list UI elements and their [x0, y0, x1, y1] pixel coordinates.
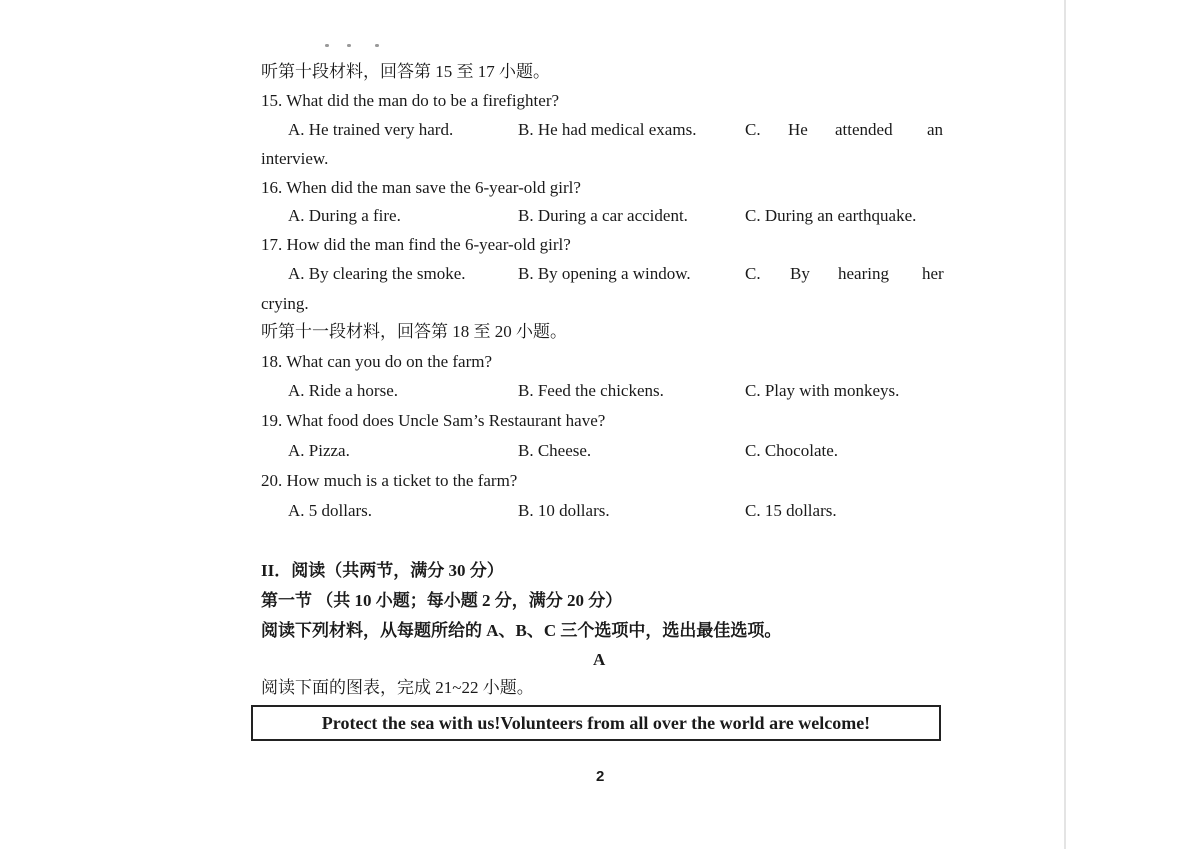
q17-stem: 17. How did the man find the 6-year-old girl?: [261, 235, 571, 254]
q17-option-a: A. By clearing the smoke.: [288, 264, 466, 283]
q17-option-c-label: C.: [745, 264, 761, 283]
q18-option-c: C. Play with monkeys.: [745, 381, 900, 400]
q15-option-c-word1: He: [788, 120, 808, 139]
section11-header: 听第十一段材料，回答第 18 至 20 小题。: [261, 322, 567, 341]
q15-option-c-continuation: interview.: [261, 149, 329, 168]
page-number: 2: [596, 768, 605, 785]
q15-option-b: B. He had medical exams.: [518, 120, 697, 139]
q20-stem: 20. How much is a ticket to the farm?: [261, 471, 518, 490]
q15-stem: 15. What did the man do to be a firefighter?: [261, 91, 560, 110]
q18-option-b: B. Feed the chickens.: [518, 381, 664, 400]
q17-option-c-word3: her: [922, 264, 944, 283]
q18-option-a: A. Ride a horse.: [288, 381, 399, 400]
q19-stem: 19. What food does Uncle Sam’s Restaurant have?: [261, 411, 606, 430]
q19-option-b: B. Cheese.: [518, 441, 592, 460]
q17-option-b: B. By opening a window.: [518, 264, 691, 283]
q16-option-c: C. During an earthquake.: [745, 206, 917, 225]
q17-option-c-continuation: crying.: [261, 294, 309, 313]
section10-header: 听第十段材料，回答第 15 至 17 小题。: [261, 62, 550, 81]
q15-option-c-word2: attended: [835, 120, 893, 139]
passage-instruction: 阅读下面的图表，完成 21~22 小题。: [261, 678, 534, 697]
q18-stem: 18. What can you do on the farm?: [261, 352, 493, 371]
q15-option-c-word3: an: [927, 120, 944, 139]
q20-option-c: C. 15 dollars.: [745, 501, 837, 520]
reading-section1-title: 第一节 （共 10 小题；每小题 2 分，满分 20 分）: [261, 591, 623, 610]
q19-option-c: C. Chocolate.: [745, 441, 839, 460]
page-edge: [1064, 0, 1066, 849]
q16-stem: 16. When did the man save the 6-year-old girl?: [261, 178, 581, 197]
reading-instruction: 阅读下列材料，从每题所给的 A、B、C 三个选项中，选出最佳选项。: [261, 621, 782, 640]
q17-option-c-word1: By: [790, 264, 810, 283]
q20-option-b: B. 10 dollars.: [518, 501, 610, 520]
passage-label: A: [593, 650, 606, 669]
q16-option-b: B. During a car accident.: [518, 206, 688, 225]
q20-option-a: A. 5 dollars.: [288, 501, 373, 520]
q15-option-a: A. He trained very hard.: [288, 120, 454, 139]
scan-artifact: [325, 44, 385, 48]
volunteer-banner: [251, 705, 941, 741]
q16-option-a: A. During a fire.: [288, 206, 401, 225]
q15-option-c-label: C.: [745, 120, 761, 139]
q17-option-c-word2: hearing: [838, 264, 889, 283]
q19-option-a: A. Pizza.: [288, 441, 350, 460]
reading-part-title: II．阅读（共两节，满分 30 分）: [261, 561, 504, 580]
banner-text: Protect the sea with us!Volunteers from all over the world are welcome!: [321, 712, 871, 733]
